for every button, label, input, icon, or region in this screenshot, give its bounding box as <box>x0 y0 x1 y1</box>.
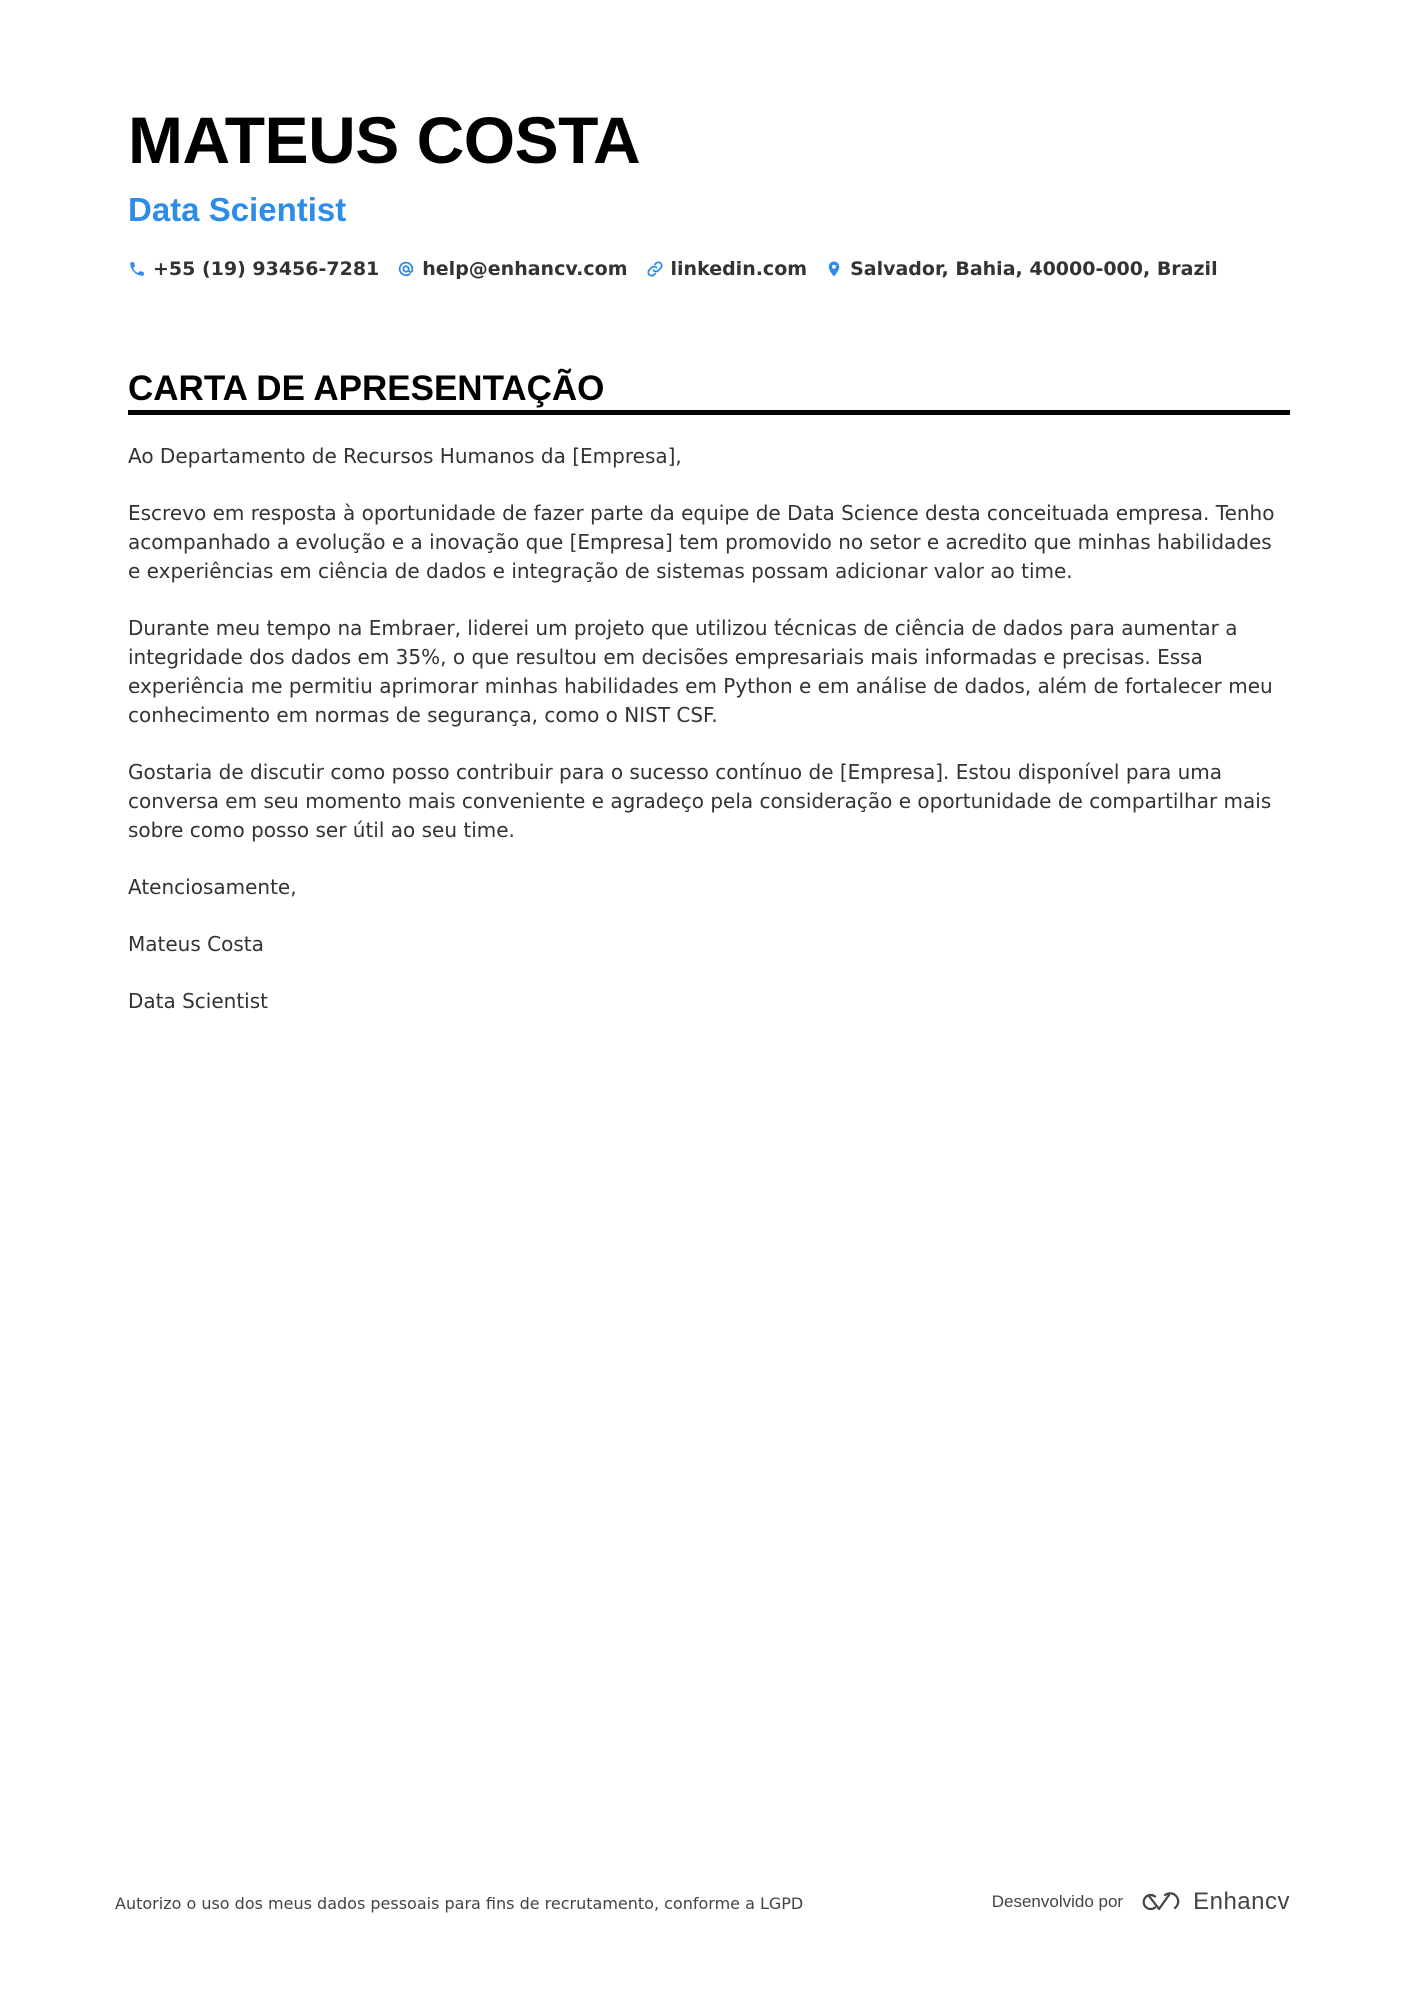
contact-location <box>825 258 1218 280</box>
contact-bar <box>128 255 1218 283</box>
signature-role: Data Scientist <box>128 989 268 1013</box>
contact-email[interactable] <box>397 258 627 280</box>
email-text[interactable]: help@enhancv.com <box>422 258 628 280</box>
linkedin-text[interactable]: linkedin.com <box>670 258 808 280</box>
enhancv-logo-text: Enhancv <box>1193 1888 1290 1915</box>
phone-text: +55 (19) 93456-7281 <box>153 258 380 280</box>
link-icon <box>646 260 664 278</box>
letter-paragraph: Gostaria de discutir como posso contribuir para o sucesso contínuo de [Empresa]. Estou disponível para uma conversa em seu momento mais conveniente e agradeço pela consideração e oportunidade de compartilhar mais sobre como posso ser útil ao seu time. <box>128 760 1272 842</box>
footer-branding[interactable] <box>992 1888 1290 1916</box>
section-title: CARTA DE APRESENTAÇÃO <box>128 369 605 408</box>
enhancv-logo-icon <box>1135 1890 1181 1914</box>
contact-phone <box>128 258 379 280</box>
letter-paragraph: Escrevo em resposta à oportunidade de fazer parte da equipe de Data Science desta conceituada empresa. Tenho acompanhado a evolução e a inovação que [Empresa] tem promovido no setor e acredito que minhas habilidades e experiências em ciência de dados e integração de sistemas possam adicionar valor ao time. <box>128 501 1275 583</box>
location-text: Salvador, Bahia, 40000-000, Brazil <box>850 258 1218 280</box>
powered-by-label: Desenvolvido por <box>991 1892 1124 1911</box>
section-divider <box>128 410 1290 415</box>
candidate-role: Data Scientist <box>128 191 347 228</box>
letter-body <box>128 442 1290 1044</box>
phone-icon <box>128 260 146 278</box>
location-pin-icon <box>825 260 843 278</box>
at-icon <box>397 260 415 278</box>
letter-paragraph: Durante meu tempo na Embraer, liderei um projeto que utilizou técnicas de ciência de dados para aumentar a integridade dos dados em 35%, o que resultou em decisões empresariais mais informadas e precisas. Essa experiência me permitiu aprimorar minhas habilidades em Python e em análise de dados, além de fortalecer meu conhecimento em normas de segurança, como o NIST CSF. <box>128 616 1273 727</box>
contact-linkedin[interactable] <box>646 258 808 280</box>
letter-greeting: Ao Departamento de Recursos Humanos da [Empresa], <box>128 444 682 468</box>
signature-name: Mateus Costa <box>128 932 264 956</box>
letter-closing: Atenciosamente, <box>128 875 297 899</box>
gdpr-consent-note: Autorizo o uso dos meus dados pessoais para fins de recrutamento, conforme a LGPD <box>115 1894 804 1913</box>
candidate-name: MATEUS COSTA <box>128 103 641 177</box>
